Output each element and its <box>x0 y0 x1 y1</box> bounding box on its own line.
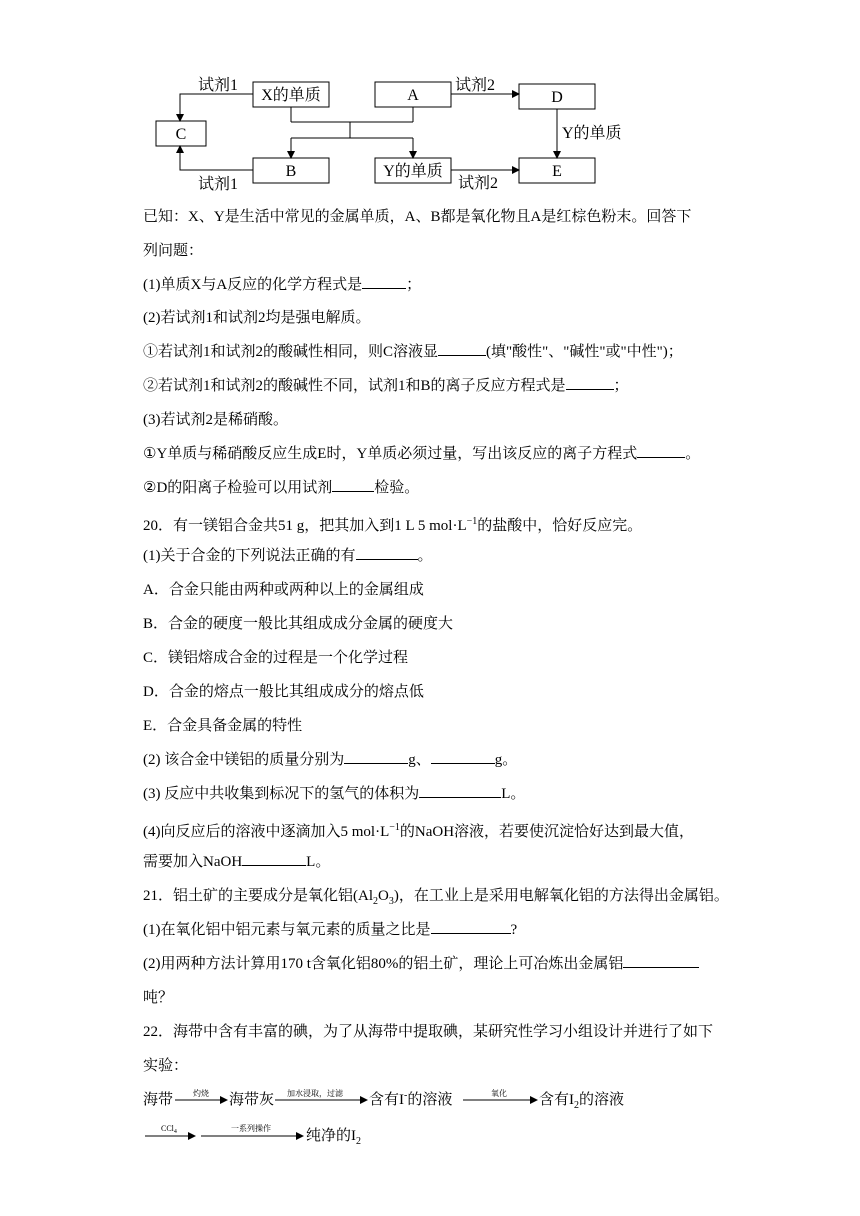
superscript: −1 <box>466 516 478 527</box>
label-e: E <box>552 163 562 180</box>
arrow-label-burn: 灼烧 <box>193 1089 209 1098</box>
q22-stem-line2: 实验： <box>143 1058 189 1074</box>
q20-part1 <box>143 545 433 567</box>
label-d: D <box>551 89 563 106</box>
q20-option-b: B．合金的硬度一般比其组成成分金属的硬度大 <box>143 616 454 632</box>
q20-part4-tail: 的NaOH溶液，若要使沉淀恰好达到最大值， <box>399 824 695 840</box>
q21-part2 <box>143 953 699 975</box>
arrow-label-operations: 一系列操作 <box>231 1124 271 1133</box>
q22-flow-row1 <box>143 1080 703 1114</box>
q19-part3: (3)若试剂2是稀硝酸。 <box>143 412 288 428</box>
q20-part3-text: (3) 反应中共收集到标况下的氢气的体积为 <box>143 786 420 802</box>
flow-ash: 海带灰 <box>229 1092 275 1108</box>
q19-part1-text: (1)单质X与A反应的化学方程式是 <box>143 277 363 293</box>
q20-part2-text: (2) 该合金中镁铝的质量分别为 <box>143 752 345 768</box>
answer-blank[interactable] <box>362 274 406 289</box>
label-b: B <box>285 163 297 180</box>
arrow-label-ccl4: CCl$_4$ <box>161 1124 177 1135</box>
q20-option-a: A．合金只能由两种或两种以上的金属组成 <box>143 582 424 598</box>
q19-part2b-text: ②若试剂1和试剂2的酸碱性不同，试剂1和B的离子反应方程式是 <box>143 378 566 394</box>
q19-part2a <box>143 341 683 363</box>
flow-seaweed: 海带 <box>143 1092 174 1108</box>
q20-option-c: C．镁铝熔成合金的过程是一个化学过程 <box>143 650 409 666</box>
flow-iodide-solution: 含有I-的溶液 <box>369 1090 453 1108</box>
label-reagent2-top: 试剂2 <box>455 77 496 94</box>
q21-part2-text: (2)用两种方法计算用170 t含氧化铝80%的铝土矿，理论上可冶炼出金属铝 <box>143 956 624 972</box>
answer-blank[interactable] <box>431 919 511 934</box>
answer-blank[interactable] <box>438 341 486 356</box>
label-y-arrow: Y的单质 <box>562 125 622 142</box>
q20-part4b-tail: L。 <box>306 854 331 870</box>
subscript: 2 <box>373 896 378 907</box>
answer-blank[interactable] <box>623 953 699 968</box>
flow-iodine-solution: 含有$I_2$的溶液 <box>539 1092 625 1111</box>
q21-part2-cont: 吨？ <box>143 990 174 1006</box>
q22-stem-line1: 22．海带中含有丰富的碘，为了从海带中提取碘，某研究性学习小组设计并进行了如下 <box>143 1024 714 1040</box>
q20-option-e: E．合金具备金属的特性 <box>143 718 303 734</box>
q20-part4-text: (4)向反应后的溶液中逐滴加入5 mol·L <box>143 824 390 840</box>
label-c: C <box>175 126 187 143</box>
superscript: −1 <box>389 822 400 833</box>
q20-part3 <box>143 783 525 805</box>
q21-part1-tail: ? <box>510 922 518 938</box>
label-x-element: X的单质 <box>261 87 321 104</box>
reaction-flow-diagram <box>150 70 622 200</box>
q21-part1 <box>143 919 517 941</box>
q19-part3b-tail: 检验。 <box>374 480 420 496</box>
q19-part2a-text: ①若试剂1和试剂2的酸碱性相同，则C溶液显 <box>143 344 439 360</box>
q19-part3b-text: ②D的阳离子检验可以用试剂 <box>143 480 333 496</box>
answer-blank[interactable] <box>637 443 685 458</box>
q22-flow-row2 <box>143 1116 443 1150</box>
q20-stem-text: 20．有一镁铝合金共51 g，把其加入到1 L 5 mol·L <box>143 518 467 534</box>
answer-blank[interactable] <box>332 477 374 492</box>
q19-part2b-tail: ； <box>613 378 629 394</box>
q19-part1 <box>143 274 421 296</box>
q19-part3b <box>143 477 419 499</box>
q19-part3a-tail: 。 <box>685 446 701 462</box>
q20-part4 <box>143 817 694 843</box>
q19-part2: (2)若试剂1和试剂2均是强电解质。 <box>143 310 371 326</box>
label-reagent2-bottom: 试剂2 <box>458 175 499 192</box>
label-reagent1-bottom: 试剂1 <box>198 176 239 193</box>
q20-part4b-text: 需要加入NaOH <box>143 854 243 870</box>
q20-option-d: D．合金的熔点一般比其组成成分的熔点低 <box>143 684 424 700</box>
label-reagent1-top: 试剂1 <box>198 77 239 94</box>
q20-stem-tail: 的盐酸中，恰好反应完。 <box>477 518 643 534</box>
answer-blank[interactable] <box>356 545 418 560</box>
q20-part4-cont <box>143 851 330 873</box>
subscript: 3 <box>388 896 394 907</box>
answer-blank[interactable] <box>419 783 501 798</box>
q19-part1-end: ； <box>406 277 422 293</box>
flow-pure-iodine: 纯净的$I_2$ <box>306 1128 361 1147</box>
q21-stem <box>143 885 729 913</box>
q20-part2 <box>143 749 517 771</box>
q19-part2b <box>143 375 629 397</box>
q20-part2-tail: g。 <box>494 752 518 768</box>
q19-part2a-tail: (填"酸性"、"碱性"或"中性")； <box>486 344 683 360</box>
q20-stem <box>143 511 642 537</box>
label-a: A <box>407 87 419 104</box>
q20-part1-text: (1)关于合金的下列说法正确的有 <box>143 548 356 564</box>
label-y-element: Y的单质 <box>383 163 443 180</box>
arrow-label-oxidize: 氧化 <box>491 1089 507 1098</box>
q19-intro-line1: 已知：X、Y是生活中常见的金属单质，A、B都是氧化物且A是红棕色粉末。回答下 <box>143 209 692 225</box>
answer-blank[interactable] <box>566 375 614 390</box>
q19-intro-line2: 列问题： <box>143 243 204 259</box>
q20-part2-mid: g、 <box>408 752 431 768</box>
answer-blank[interactable] <box>431 749 495 764</box>
q21-stem-text: 21．铝土矿的主要成分是氧化铝(Al <box>143 888 373 904</box>
q19-part3a <box>143 443 700 465</box>
q21-part1-text: (1)在氧化铝中铝元素与氧元素的质量之比是 <box>143 922 431 938</box>
answer-blank[interactable] <box>242 851 306 866</box>
q20-part1-tail: 。 <box>417 548 433 564</box>
q21-stem-mid: O <box>378 888 389 904</box>
q21-stem-tail: )，在工业上是采用电解氧化铝的方法得出金属铝。 <box>393 888 729 904</box>
q20-part3-tail: L。 <box>501 786 526 802</box>
arrow-label-leach: 加水浸取，过滤 <box>287 1089 343 1098</box>
q19-part3a-text: ①Y单质与稀硝酸反应生成E时，Y单质必须过量，写出该反应的离子方程式 <box>143 446 638 462</box>
answer-blank[interactable] <box>344 749 408 764</box>
